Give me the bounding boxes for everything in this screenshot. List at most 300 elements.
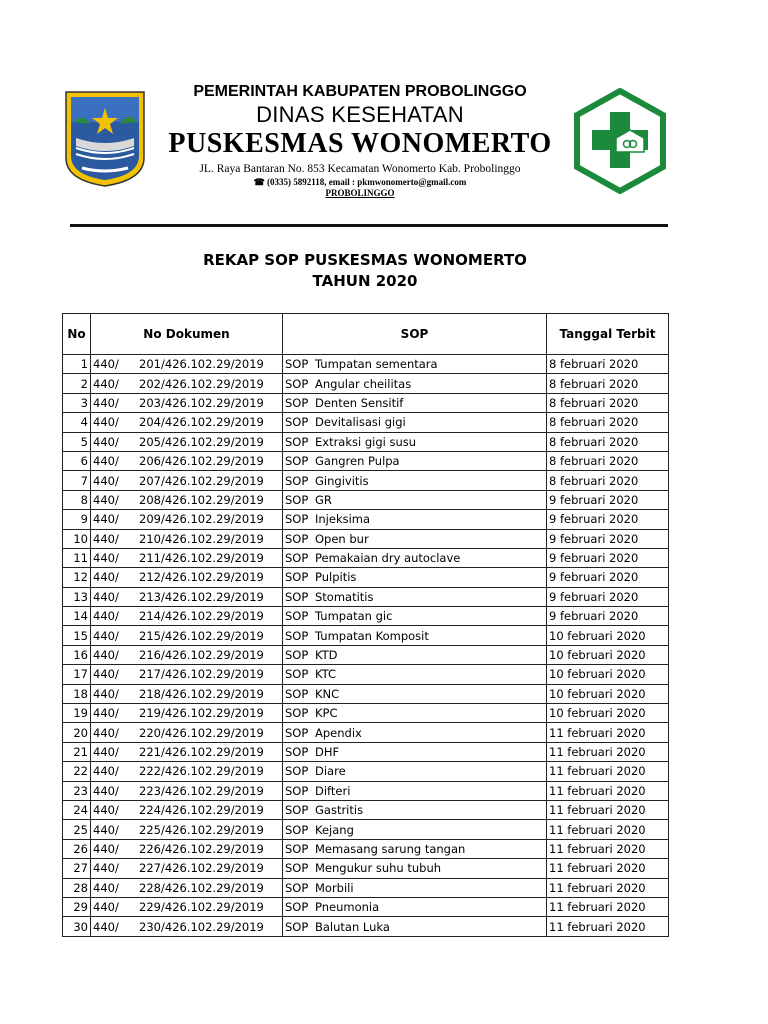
cell-no: 19 — [63, 704, 91, 723]
cell-no: 1 — [63, 355, 91, 374]
doc-suffix: /426.102.29/2019 — [161, 531, 264, 546]
sop-prefix: SOP — [285, 454, 309, 469]
cell-sop — [283, 355, 547, 374]
table-row — [63, 781, 669, 800]
doc-suffix: /426.102.29/2019 — [161, 783, 264, 798]
cell-no: 18 — [63, 684, 91, 703]
doc-number: 209 — [139, 512, 161, 527]
cell-no: 27 — [63, 859, 91, 878]
cell-date: 9 februari 2020 — [547, 490, 669, 509]
cell-doc — [91, 723, 283, 742]
sop-prefix: SOP — [285, 841, 309, 856]
doc-prefix: 440/ — [93, 725, 119, 740]
doc-suffix: /426.102.29/2019 — [161, 745, 264, 759]
sop-name: KPC — [315, 706, 338, 721]
doc-prefix: 440/ — [93, 570, 119, 585]
table-row — [63, 626, 669, 645]
doc-suffix: /426.102.29/2019 — [161, 667, 264, 682]
cell-no: 3 — [63, 393, 91, 412]
cell-doc — [91, 432, 283, 451]
doc-suffix: /426.102.29/2019 — [161, 706, 264, 721]
sop-name: Balutan Luka — [315, 919, 390, 934]
doc-prefix: 440/ — [93, 706, 119, 721]
doc-suffix: /426.102.29/2019 — [161, 570, 264, 585]
sop-name: Morbili — [315, 880, 354, 895]
doc-number: 219 — [139, 706, 161, 721]
table-row — [63, 878, 669, 897]
table-row — [63, 471, 669, 490]
cell-date: 11 februari 2020 — [547, 897, 669, 916]
cell-doc — [91, 897, 283, 916]
header-date: Tanggal Terbit — [547, 314, 669, 355]
cell-sop — [283, 393, 547, 412]
doc-prefix: 440/ — [93, 745, 119, 759]
cell-sop — [283, 897, 547, 916]
letterhead-city: PROBOLINGGO — [325, 188, 395, 198]
cell-doc — [91, 704, 283, 723]
letterhead-government: PEMERINTAH KABUPATEN PROBOLINGGO — [193, 83, 527, 100]
table-row — [63, 393, 669, 412]
table-row — [63, 413, 669, 432]
sop-prefix: SOP — [285, 706, 309, 721]
table-row — [63, 645, 669, 664]
cell-date: 11 februari 2020 — [547, 781, 669, 800]
cell-doc — [91, 781, 283, 800]
cell-sop — [283, 704, 547, 723]
cell-date: 11 februari 2020 — [547, 742, 669, 761]
sop-prefix: SOP — [285, 900, 309, 915]
sop-name: Pulpitis — [315, 570, 357, 585]
cell-no: 5 — [63, 432, 91, 451]
cell-doc — [91, 510, 283, 529]
doc-number: 222 — [139, 764, 161, 779]
sop-name: Injeksima — [315, 512, 371, 527]
sop-prefix: SOP — [285, 473, 309, 488]
cell-date: 10 februari 2020 — [547, 645, 669, 664]
cell-date: 9 februari 2020 — [547, 548, 669, 567]
header-sop: SOP — [283, 314, 547, 355]
sop-name: KNC — [315, 686, 340, 701]
table-row — [63, 568, 669, 587]
doc-prefix: 440/ — [93, 803, 119, 818]
cell-date: 8 februari 2020 — [547, 471, 669, 490]
kabupaten-emblem-icon — [62, 88, 148, 188]
doc-prefix: 440/ — [93, 628, 119, 643]
cell-sop — [283, 471, 547, 490]
doc-prefix: 440/ — [93, 667, 119, 682]
cell-no: 15 — [63, 626, 91, 645]
cell-date: 11 februari 2020 — [547, 723, 669, 742]
sop-prefix: SOP — [285, 919, 309, 934]
cell-no: 21 — [63, 742, 91, 761]
sop-prefix: SOP — [285, 725, 309, 740]
sop-name: Tumpatan Komposit — [315, 628, 429, 643]
cell-doc — [91, 529, 283, 548]
cell-sop — [283, 859, 547, 878]
sop-prefix: SOP — [285, 648, 309, 663]
doc-suffix: /426.102.29/2019 — [161, 822, 264, 837]
sop-prefix: SOP — [285, 861, 309, 876]
sop-prefix: SOP — [285, 745, 309, 759]
doc-prefix: 440/ — [93, 783, 119, 798]
sop-prefix: SOP — [285, 880, 309, 895]
doc-number: 226 — [139, 841, 161, 856]
doc-prefix: 440/ — [93, 551, 119, 566]
cell-sop — [283, 762, 547, 781]
sop-name: Denten Sensitif — [315, 395, 404, 410]
doc-prefix: 440/ — [93, 648, 119, 663]
doc-suffix: /426.102.29/2019 — [161, 589, 264, 604]
cell-sop — [283, 878, 547, 897]
cell-sop — [283, 587, 547, 606]
sop-name: Gingivitis — [315, 473, 369, 488]
doc-suffix: /426.102.29/2019 — [161, 551, 264, 566]
doc-number: 223 — [139, 783, 161, 798]
doc-number: 225 — [139, 822, 161, 837]
sop-name: Gastritis — [315, 803, 364, 818]
cell-date: 10 februari 2020 — [547, 704, 669, 723]
table-row — [63, 820, 669, 839]
sop-prefix: SOP — [285, 570, 309, 585]
title-line-2: TAHUN 2020 — [312, 272, 418, 290]
doc-suffix: /426.102.29/2019 — [161, 628, 264, 643]
doc-prefix: 440/ — [93, 900, 119, 915]
doc-number: 220 — [139, 725, 161, 740]
cell-doc — [91, 820, 283, 839]
cell-date: 8 februari 2020 — [547, 413, 669, 432]
cell-date: 9 februari 2020 — [547, 529, 669, 548]
cell-sop — [283, 432, 547, 451]
header-doc: No Dokumen — [91, 314, 283, 355]
sop-name: Diare — [315, 764, 346, 779]
doc-prefix: 440/ — [93, 919, 119, 934]
cell-sop — [283, 723, 547, 742]
cell-doc — [91, 471, 283, 490]
doc-number: 224 — [139, 803, 161, 818]
doc-number: 218 — [139, 686, 161, 701]
letterhead-contact: (0335) 5892118, email : pkmwonomerto@gmail.com — [267, 177, 467, 187]
sop-name: Mengukur suhu tubuh — [315, 861, 442, 876]
doc-number: 228 — [139, 880, 161, 895]
cell-date: 9 februari 2020 — [547, 510, 669, 529]
cell-no: 12 — [63, 568, 91, 587]
sop-prefix: SOP — [285, 803, 309, 818]
doc-suffix: /426.102.29/2019 — [161, 764, 264, 779]
cell-doc — [91, 548, 283, 567]
doc-prefix: 440/ — [93, 861, 119, 876]
letterhead-institution: PUSKESMAS WONOMERTO — [168, 128, 552, 159]
doc-suffix: /426.102.29/2019 — [161, 415, 264, 430]
cell-sop — [283, 510, 547, 529]
cell-date: 8 februari 2020 — [547, 432, 669, 451]
phone-icon: ☎ — [253, 177, 265, 187]
table-header-row — [63, 314, 669, 355]
table-row — [63, 684, 669, 703]
cell-date: 11 februari 2020 — [547, 917, 669, 936]
table-row — [63, 587, 669, 606]
cell-no: 2 — [63, 374, 91, 393]
header-no: No — [63, 314, 91, 355]
cell-doc — [91, 374, 283, 393]
cell-sop — [283, 548, 547, 567]
sop-name: Kejang — [315, 822, 354, 837]
cell-doc — [91, 839, 283, 858]
doc-prefix: 440/ — [93, 473, 119, 488]
cell-no: 22 — [63, 762, 91, 781]
doc-prefix: 440/ — [93, 454, 119, 469]
doc-suffix: /426.102.29/2019 — [161, 648, 264, 663]
table-row — [63, 723, 669, 742]
cell-doc — [91, 393, 283, 412]
table-row — [63, 510, 669, 529]
doc-suffix: /426.102.29/2019 — [161, 880, 264, 895]
sop-prefix: SOP — [285, 609, 309, 624]
doc-prefix: 440/ — [93, 822, 119, 837]
cell-sop — [283, 607, 547, 626]
sop-prefix: SOP — [285, 357, 309, 372]
cell-no: 13 — [63, 587, 91, 606]
cell-sop — [283, 645, 547, 664]
sop-name: Extraksi gigi susu — [315, 434, 417, 449]
cell-date: 11 februari 2020 — [547, 762, 669, 781]
table-row — [63, 917, 669, 936]
table-row — [63, 800, 669, 819]
sop-table — [62, 313, 669, 937]
sop-prefix: SOP — [285, 551, 309, 566]
letterhead-department: DINAS KESEHATAN — [256, 102, 464, 127]
doc-number: 214 — [139, 609, 161, 624]
cell-doc — [91, 859, 283, 878]
doc-number: 215 — [139, 628, 161, 643]
doc-number: 207 — [139, 473, 161, 488]
sop-prefix: SOP — [285, 667, 309, 682]
cell-no: 23 — [63, 781, 91, 800]
table-row — [63, 529, 669, 548]
cell-no: 7 — [63, 471, 91, 490]
doc-prefix: 440/ — [93, 609, 119, 624]
sop-name: Tumpatan sementara — [315, 357, 438, 372]
cell-date: 11 februari 2020 — [547, 800, 669, 819]
doc-number: 221 — [139, 745, 161, 759]
cell-sop — [283, 568, 547, 587]
cell-doc — [91, 742, 283, 761]
table-row — [63, 742, 669, 761]
sop-prefix: SOP — [285, 531, 309, 546]
doc-prefix: 440/ — [93, 415, 119, 430]
doc-prefix: 440/ — [93, 764, 119, 779]
table-row — [63, 859, 669, 878]
doc-number: 216 — [139, 648, 161, 663]
sop-name: KTC — [315, 667, 337, 682]
cell-doc — [91, 413, 283, 432]
cell-doc — [91, 490, 283, 509]
letterhead-divider — [70, 224, 668, 227]
cell-doc — [91, 684, 283, 703]
sop-prefix: SOP — [285, 783, 309, 798]
sop-name: Pneumonia — [315, 900, 380, 915]
doc-number: 227 — [139, 861, 161, 876]
cell-no: 4 — [63, 413, 91, 432]
sop-prefix: SOP — [285, 822, 309, 837]
cell-date: 11 februari 2020 — [547, 839, 669, 858]
doc-prefix: 440/ — [93, 686, 119, 701]
document-title — [100, 250, 630, 292]
doc-suffix: /426.102.29/2019 — [161, 803, 264, 818]
doc-number: 213 — [139, 589, 161, 604]
table-row — [63, 839, 669, 858]
cell-sop — [283, 413, 547, 432]
doc-number: 217 — [139, 667, 161, 682]
doc-suffix: /426.102.29/2019 — [161, 900, 264, 915]
doc-suffix: /426.102.29/2019 — [161, 473, 264, 488]
table-row — [63, 607, 669, 626]
sop-name: KTD — [315, 648, 338, 663]
doc-prefix: 440/ — [93, 841, 119, 856]
doc-number: 202 — [139, 376, 161, 391]
cell-doc — [91, 451, 283, 470]
doc-number: 210 — [139, 531, 161, 546]
sop-name: Apendix — [315, 725, 362, 740]
cell-date: 8 februari 2020 — [547, 374, 669, 393]
cell-sop — [283, 742, 547, 761]
cell-no: 26 — [63, 839, 91, 858]
cell-doc — [91, 762, 283, 781]
title-line-1: REKAP SOP PUSKESMAS WONOMERTO — [203, 251, 527, 269]
letterhead-address: JL. Raya Bantaran No. 853 Kecamatan Wonomerto Kab. Probolinggo — [199, 163, 521, 175]
doc-number: 203 — [139, 395, 161, 410]
sop-prefix: SOP — [285, 589, 309, 604]
sop-prefix: SOP — [285, 628, 309, 643]
cell-no: 25 — [63, 820, 91, 839]
cell-date: 10 februari 2020 — [547, 684, 669, 703]
sop-name: Stomatitis — [315, 589, 374, 604]
sop-prefix: SOP — [285, 512, 309, 527]
cell-no: 29 — [63, 897, 91, 916]
cell-date: 11 februari 2020 — [547, 820, 669, 839]
puskesmas-cross-icon — [572, 88, 668, 194]
doc-prefix: 440/ — [93, 434, 119, 449]
cell-sop — [283, 820, 547, 839]
table-row — [63, 548, 669, 567]
sop-name: Pemakaian dry autoclave — [315, 551, 461, 566]
doc-suffix: /426.102.29/2019 — [161, 492, 264, 507]
cell-no: 11 — [63, 548, 91, 567]
cell-sop — [283, 781, 547, 800]
sop-prefix: SOP — [285, 376, 309, 391]
doc-number: 206 — [139, 454, 161, 469]
doc-suffix: /426.102.29/2019 — [161, 395, 264, 410]
cell-doc — [91, 800, 283, 819]
sop-name: Open bur — [315, 531, 369, 546]
doc-number: 211 — [139, 551, 161, 566]
sop-name: Difteri — [315, 783, 351, 798]
doc-suffix: /426.102.29/2019 — [161, 376, 264, 391]
sop-name: Devitalisasi gigi — [315, 415, 406, 430]
cell-date: 8 februari 2020 — [547, 393, 669, 412]
sop-name: DHF — [315, 745, 340, 759]
cell-date: 8 februari 2020 — [547, 355, 669, 374]
cell-no: 20 — [63, 723, 91, 742]
table-row — [63, 355, 669, 374]
cell-doc — [91, 587, 283, 606]
table-row — [63, 897, 669, 916]
cell-date: 11 februari 2020 — [547, 878, 669, 897]
cell-doc — [91, 878, 283, 897]
cell-doc — [91, 665, 283, 684]
sop-name: Memasang sarung tangan — [315, 841, 466, 856]
sop-prefix: SOP — [285, 434, 309, 449]
doc-suffix: /426.102.29/2019 — [161, 725, 264, 740]
doc-number: 212 — [139, 570, 161, 585]
table-row — [63, 490, 669, 509]
sop-prefix: SOP — [285, 764, 309, 779]
doc-suffix: /426.102.29/2019 — [161, 512, 264, 527]
cell-no: 28 — [63, 878, 91, 897]
doc-prefix: 440/ — [93, 589, 119, 604]
letterhead — [150, 82, 570, 199]
doc-suffix: /426.102.29/2019 — [161, 357, 264, 372]
doc-suffix: /426.102.29/2019 — [161, 686, 264, 701]
cell-doc — [91, 607, 283, 626]
doc-suffix: /426.102.29/2019 — [161, 919, 264, 934]
cell-sop — [283, 684, 547, 703]
table-row — [63, 762, 669, 781]
doc-number: 230 — [139, 919, 161, 934]
sop-prefix: SOP — [285, 492, 309, 507]
cell-no: 6 — [63, 451, 91, 470]
doc-suffix: /426.102.29/2019 — [161, 861, 264, 876]
doc-number: 208 — [139, 492, 161, 507]
cell-sop — [283, 626, 547, 645]
cell-date: 10 februari 2020 — [547, 665, 669, 684]
cell-no: 8 — [63, 490, 91, 509]
doc-prefix: 440/ — [93, 512, 119, 527]
doc-prefix: 440/ — [93, 880, 119, 895]
cell-no: 9 — [63, 510, 91, 529]
cell-sop — [283, 374, 547, 393]
sop-prefix: SOP — [285, 686, 309, 701]
doc-prefix: 440/ — [93, 395, 119, 410]
doc-prefix: 440/ — [93, 531, 119, 546]
table-row — [63, 451, 669, 470]
sop-prefix: SOP — [285, 415, 309, 430]
cell-sop — [283, 490, 547, 509]
cell-no: 10 — [63, 529, 91, 548]
cell-date: 8 februari 2020 — [547, 451, 669, 470]
cell-doc — [91, 568, 283, 587]
doc-suffix: /426.102.29/2019 — [161, 434, 264, 449]
cell-doc — [91, 626, 283, 645]
letterhead-contact-line — [150, 176, 570, 188]
doc-prefix: 440/ — [93, 357, 119, 372]
table-row — [63, 665, 669, 684]
sop-name: Angular cheilitas — [315, 376, 412, 391]
table-row — [63, 432, 669, 451]
doc-prefix: 440/ — [93, 492, 119, 507]
doc-number: 204 — [139, 415, 161, 430]
cell-no: 30 — [63, 917, 91, 936]
cell-sop — [283, 917, 547, 936]
sop-name: Tumpatan gic — [315, 609, 393, 624]
sop-name: GR — [315, 492, 332, 507]
table-row — [63, 704, 669, 723]
cell-sop — [283, 800, 547, 819]
cell-no: 17 — [63, 665, 91, 684]
cell-doc — [91, 917, 283, 936]
cell-date: 11 februari 2020 — [547, 859, 669, 878]
cell-sop — [283, 529, 547, 548]
doc-number: 205 — [139, 434, 161, 449]
